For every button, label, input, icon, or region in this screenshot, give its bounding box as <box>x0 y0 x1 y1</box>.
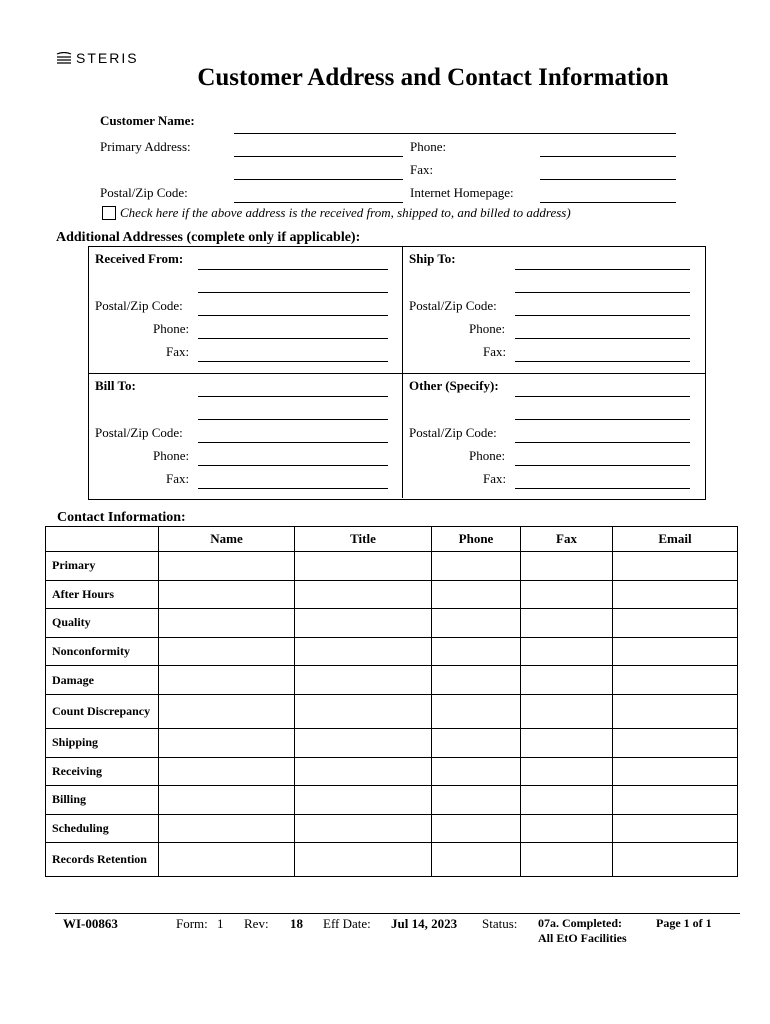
col-header-fax: Fax <box>521 527 613 552</box>
bill-to-field-1[interactable] <box>198 396 388 397</box>
table-row <box>46 666 738 695</box>
cell-phone[interactable] <box>432 757 521 786</box>
cell-fax[interactable] <box>521 552 613 581</box>
table-row <box>46 552 738 581</box>
table-row <box>46 757 738 786</box>
col-header-label <box>46 527 159 552</box>
bill-phone-label: Phone: <box>153 448 190 463</box>
other-field-1[interactable] <box>515 396 690 397</box>
cell-email[interactable] <box>613 637 738 666</box>
cell-name[interactable] <box>159 843 295 877</box>
table-row <box>46 694 738 728</box>
cell-email[interactable] <box>613 552 738 581</box>
same-address-checkbox-label: Check here if the above address is the received from, shipped to, and billed to address) <box>120 205 571 220</box>
other-postal-label: Postal/Zip Code: <box>409 425 497 440</box>
cell-phone[interactable] <box>432 786 521 815</box>
phone-label: Phone: <box>410 139 447 154</box>
primary-address-field-2[interactable] <box>234 179 403 180</box>
table-row <box>46 609 738 638</box>
received-fax-label: Fax: <box>166 344 190 359</box>
row-label: Quality <box>46 609 159 638</box>
row-label: Receiving <box>46 757 159 786</box>
table-row <box>46 580 738 609</box>
received-from-field-1[interactable] <box>198 269 388 270</box>
received-postal-field[interactable] <box>198 315 388 316</box>
ship-to-field-2[interactable] <box>515 292 690 293</box>
page-title: Customer Address and Contact Information <box>197 64 669 91</box>
col-header-title: Title <box>295 527 432 552</box>
cell-fax[interactable] <box>521 580 613 609</box>
cell-phone[interactable] <box>432 580 521 609</box>
col-header-phone: Phone <box>432 527 521 552</box>
footer-form-value: 1 <box>217 916 224 931</box>
cell-email[interactable] <box>613 728 738 757</box>
table-row <box>46 728 738 757</box>
primary-address-field-1[interactable] <box>234 156 403 157</box>
received-phone-field[interactable] <box>198 338 388 339</box>
cell-phone[interactable] <box>432 694 521 728</box>
ship-to-label: Ship To: <box>409 251 456 266</box>
cell-email[interactable] <box>613 757 738 786</box>
received-phone-label: Phone: <box>153 321 190 336</box>
cell-title[interactable] <box>295 786 432 815</box>
bill-to-field-2[interactable] <box>198 419 388 420</box>
cell-name[interactable] <box>159 728 295 757</box>
cell-email[interactable] <box>613 666 738 695</box>
customer-name-field[interactable] <box>234 133 676 134</box>
contact-header-row <box>46 527 738 552</box>
cell-name[interactable] <box>159 757 295 786</box>
other-fax-field[interactable] <box>515 488 690 489</box>
cell-title[interactable] <box>295 694 432 728</box>
divider-vertical <box>402 246 403 498</box>
row-label: Count Discrepancy <box>46 694 159 728</box>
row-label: Nonconformity <box>46 637 159 666</box>
cell-name[interactable] <box>159 666 295 695</box>
bill-fax-field[interactable] <box>198 488 388 489</box>
table-row <box>46 637 738 666</box>
footer-eff-label: Eff Date: <box>323 916 371 931</box>
col-header-email: Email <box>613 527 738 552</box>
cell-fax[interactable] <box>521 694 613 728</box>
ship-phone-label: Phone: <box>469 321 506 336</box>
fax-field[interactable] <box>540 179 676 180</box>
cell-phone[interactable] <box>432 728 521 757</box>
additional-addresses-heading: Additional Addresses (complete only if applicable): <box>56 230 361 245</box>
ship-fax-field[interactable] <box>515 361 690 362</box>
row-label: Shipping <box>46 728 159 757</box>
bill-postal-field[interactable] <box>198 442 388 443</box>
cell-phone[interactable] <box>432 843 521 877</box>
cell-name[interactable] <box>159 814 295 843</box>
table-row <box>46 843 738 877</box>
other-phone-field[interactable] <box>515 465 690 466</box>
cell-fax[interactable] <box>521 843 613 877</box>
footer-rev-value: 18 <box>290 916 303 931</box>
cell-email[interactable] <box>613 814 738 843</box>
cell-fax[interactable] <box>521 666 613 695</box>
row-label: Primary <box>46 552 159 581</box>
cell-email[interactable] <box>613 580 738 609</box>
footer-status-value: 07a. Completed: All EtO Facilities <box>538 916 627 945</box>
footer-status-label: Status: <box>482 916 518 931</box>
ship-phone-field[interactable] <box>515 338 690 339</box>
table-row <box>46 814 738 843</box>
row-label: After Hours <box>46 580 159 609</box>
cell-name[interactable] <box>159 609 295 638</box>
contact-table <box>45 526 738 877</box>
footer-rev-label: Rev: <box>244 916 269 931</box>
col-header-name: Name <box>159 527 295 552</box>
footer-eff-value: Jul 14, 2023 <box>391 916 458 931</box>
bill-phone-field[interactable] <box>198 465 388 466</box>
cell-phone[interactable] <box>432 609 521 638</box>
cell-title[interactable] <box>295 552 432 581</box>
cell-phone[interactable] <box>432 666 521 695</box>
cell-name[interactable] <box>159 552 295 581</box>
row-label: Billing <box>46 786 159 815</box>
primary-address-label: Primary Address: <box>100 139 191 154</box>
fax-label: Fax: <box>410 162 434 177</box>
contact-heading: Contact Information: <box>57 510 186 525</box>
cell-fax[interactable] <box>521 757 613 786</box>
footer-page: Page 1 of 1 <box>656 916 712 930</box>
other-postal-field[interactable] <box>515 442 690 443</box>
ship-fax-label: Fax: <box>483 344 507 359</box>
cell-fax[interactable] <box>521 814 613 843</box>
cell-fax[interactable] <box>521 637 613 666</box>
logo-text: STERIS <box>76 50 139 66</box>
cell-title[interactable] <box>295 637 432 666</box>
cell-title[interactable] <box>295 609 432 638</box>
row-label: Damage <box>46 666 159 695</box>
received-from-field-2[interactable] <box>198 292 388 293</box>
received-postal-label: Postal/Zip Code: <box>95 298 183 313</box>
other-label: Other (Specify): <box>409 378 499 393</box>
footer-form-label: Form: <box>176 916 208 931</box>
other-phone-label: Phone: <box>469 448 506 463</box>
received-from-label: Received From: <box>95 251 184 266</box>
ship-postal-field[interactable] <box>515 315 690 316</box>
cell-title[interactable] <box>295 580 432 609</box>
cell-phone[interactable] <box>432 552 521 581</box>
ship-postal-label: Postal/Zip Code: <box>409 298 497 313</box>
cell-title[interactable] <box>295 666 432 695</box>
cell-title[interactable] <box>295 814 432 843</box>
ship-to-field-1[interactable] <box>515 269 690 270</box>
cell-name[interactable] <box>159 786 295 815</box>
cell-email[interactable] <box>613 694 738 728</box>
cell-name[interactable] <box>159 694 295 728</box>
same-address-checkbox[interactable] <box>102 206 116 220</box>
bill-fax-label: Fax: <box>166 471 190 486</box>
divider-horizontal <box>88 373 705 374</box>
homepage-field[interactable] <box>540 202 676 203</box>
cell-email[interactable] <box>613 609 738 638</box>
other-fax-label: Fax: <box>483 471 507 486</box>
phone-field[interactable] <box>540 156 676 157</box>
customer-name-label: Customer Name: <box>100 113 195 128</box>
other-field-2[interactable] <box>515 419 690 420</box>
postal-field[interactable] <box>234 202 403 203</box>
footer-rule <box>55 913 740 914</box>
cell-fax[interactable] <box>521 786 613 815</box>
cell-fax[interactable] <box>521 728 613 757</box>
cell-title[interactable] <box>295 728 432 757</box>
cell-name[interactable] <box>159 637 295 666</box>
postal-label: Postal/Zip Code: <box>100 185 188 200</box>
row-label: Records Retention <box>46 843 159 877</box>
cell-email[interactable] <box>613 786 738 815</box>
bill-to-label: Bill To: <box>95 378 136 393</box>
row-label: Scheduling <box>46 814 159 843</box>
table-row <box>46 786 738 815</box>
cell-name[interactable] <box>159 580 295 609</box>
received-fax-field[interactable] <box>198 361 388 362</box>
steris-logo-icon <box>56 52 72 64</box>
homepage-label: Internet Homepage: <box>410 185 514 200</box>
cell-title[interactable] <box>295 843 432 877</box>
cell-title[interactable] <box>295 757 432 786</box>
cell-fax[interactable] <box>521 609 613 638</box>
cell-phone[interactable] <box>432 814 521 843</box>
cell-email[interactable] <box>613 843 738 877</box>
footer-doc-id: WI-00863 <box>63 916 118 931</box>
bill-postal-label: Postal/Zip Code: <box>95 425 183 440</box>
cell-phone[interactable] <box>432 637 521 666</box>
